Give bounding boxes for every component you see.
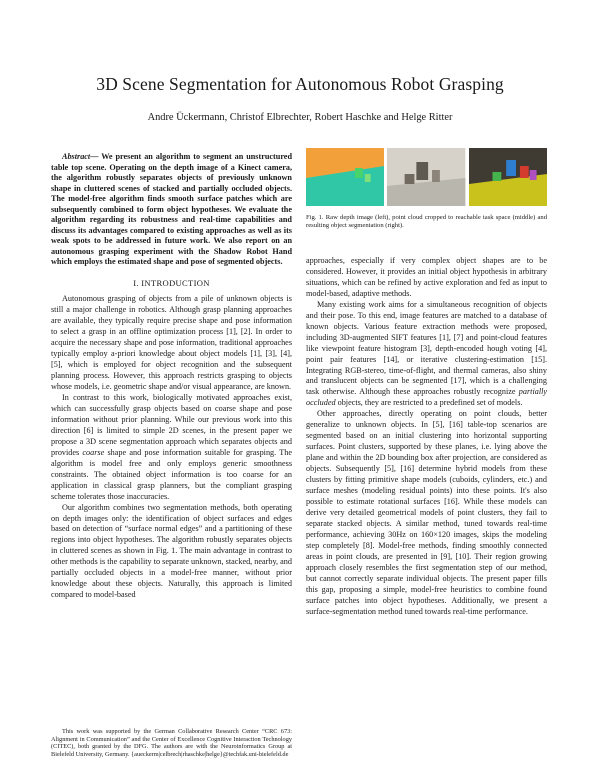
footnote-text: This work was supported by the German Collaborative Research Center “CRC 673: Alignment in Communication” and the Center of Excellence Cognitive Interaction Technology (CITEC), both granted by the DFG. The authors are with the Neuroinformatics Group at Bielefeld University, Germany. {aueckerm|celbrech|rhaschke|helge}@techfak.uni-bielefeld.de [51,728,292,758]
right-paragraph-3: Other approaches, directly operating on point clouds, better generalize to unknown objects. In [5], [16] table-top scenarios are segmented based on an initial clustering into horizontal supporting surfaces. Point clusters, supported by these planes, i.e. lying above the plane and within the 2D bounding box after projection, are considered as objects. Subsequently [5], [16] determine hybrid models from these clusters by fitting primitive shape models (cuboids, cylinders, etc.) and surface meshes (modeling residual points) into these points. It's also possible to estimate rotational surfaces [16]. While these models can derive very detailed geometrical models of point clusters, they fail to separate stacked objects. A similar method, tuned towards real-time performance, achieving 30Hz on 160×120 images, skips the modeling step completely [8]. Model-free methods, finding smoothly connected areas in point clouds, are presented in [9], [10]. Their region growing approach closely resembles the first segmentation step of our method, but cannot correctly separate individual objects. The present paper fills this gap, proposing a simple, model-free heuristics to combine found surface patches into object hypotheses. Additionally, we present a surface-segmentation method tuned towards real-time performance. [306,409,547,616]
cloud-object [405,174,415,184]
right-paragraph-2 [306,300,547,410]
depth-image [306,148,384,206]
cloud-object [417,162,429,180]
figure-caption: Fig. 1. Raw depth image (left), point cloud cropped to reachable task space (middle) and resulting object segmentation (right). [306,214,547,230]
intro-paragraph-3: Our algorithm combines two segmentation methods, both operating on depth images only: the identification of object surfaces and edges based on detection of “surface normal edges” and a partitioning of these regions into object hypotheses. The algorithm robustly separates objects in cluttered scenes as shown in Fig. 1. The main advantage in contrast to other methods is the capability to separate unknown, stacked, nearby, and partially occluded objects in a model-free manner, without prior knowledge about these objects. Naturally, this approach is limited compared to model-based [51,502,292,600]
intro-paragraph-1: Autonomous grasping of objects from a pile of unknown objects is still a major challenge in robotics. Although grasp planning approaches are available, they typically require precise shape and pose information to select a grasp in an offline optimization process [1], [2]. In order to acquire the necessary shape and pose information, traditional approaches typically employ a-priori knowledge about object models [1], [3], [4], [5], which is employed for object recognition and the subsequent planning process. However, this approach restricts grasping to objects whose models, i.e. geometric shape and/or visual appearance, are known. [51,294,292,392]
intro-paragraph-2 [51,393,292,503]
abstract-text: — We present an algorithm to segment an unstructured table top scene. Operating on the depth image of a Kinect camera, the algorithm robustly separates objects of previously unknown shape in cluttered scenes of stacked and partially occluded objects. The model-free algorithm finds smooth surface patches which are subsequently combined to form object hypotheses. We evaluate the algorithm regarding its robustness and real-time capabilities and discuss its advantages compared to existing approaches as well as its weak spots to be addressed in future work. We also report on an autonomous grasping experiment with the Shadow Robot Hand which employs the estimated shape and pose of segmented objects. [51,152,292,266]
right-p2-part-a: Many existing work aims for a simultaneous recognition of objects and their pose. To this end, image features are matched to a database of known objects. Various feature extraction methods were proposed, including 3D-augmented SIFT features [1], [7] and point-cloud features like viewpoint feature histogram [3], depth-encoded hough voting [4], point pair features [14], or iterative clustering-estimation [15]. Integrating RGB-stereo, time-of-flight, and thermal cameras, also shiny and translucent objects can be segmented [17], which is a challenging task otherwise. Although these approaches robustly recognize [306,299,547,397]
depth-object [355,168,363,178]
right-p2-part-b: objects, they are restricted to a predefined set of models. [335,398,523,408]
intro-p2-emphasis: coarse [82,447,105,457]
right-paragraph-1: approaches, especially if very complex object shapes are to be considered. However, it provides an initial object hypothesis in arbitrary situations, which can be refined by active exploration and fed as input to model-based, adaptive methods. [306,256,547,298]
point-cloud-image [387,148,465,206]
depth-image-panel [306,148,384,206]
footnote [51,728,292,758]
point-cloud-panel [387,148,465,206]
figure-1 [306,148,547,206]
intro-p2-part-b: shape and pose information suitable for grasping. The algorithm is model free and only employs generic smoothness constraints. The obtained object information is too coarse for an application in classical grasp planners, but the compliant grasping scheme tolerates those inaccuracies. [51,447,292,501]
cloud-object [432,170,440,182]
depth-object [365,174,371,182]
left-column [51,152,292,601]
abstract-label: Abstract [62,152,91,161]
intro-p2-part-a: In contrast to this work, biologically motivated approaches exist, which can successfully grasp objects based on coarse shape and pose information without prior planning. While our previous work into this direction [6] is limited to simple 2D scenes, in the present paper we propose a 3D scene segmentation approach which separates objects and provides [51,393,292,457]
segmentation-image [469,148,547,206]
seg-object [520,166,529,178]
segmentation-panel [469,148,547,206]
paper-title: 3D Scene Segmentation for Autonomous Robot Grasping [96,74,504,94]
section-heading-introduction: I. INTRODUCTION [133,277,210,288]
right-p2-emphasis: partially occluded [306,387,547,408]
author-list: Andre Ückermann, Christof Elbrechter, Robert Haschke and Helge Ritter [147,112,453,123]
seg-object [506,160,516,176]
seg-object [492,172,501,181]
right-column [306,256,547,617]
abstract [51,152,292,268]
seg-object [529,170,536,180]
